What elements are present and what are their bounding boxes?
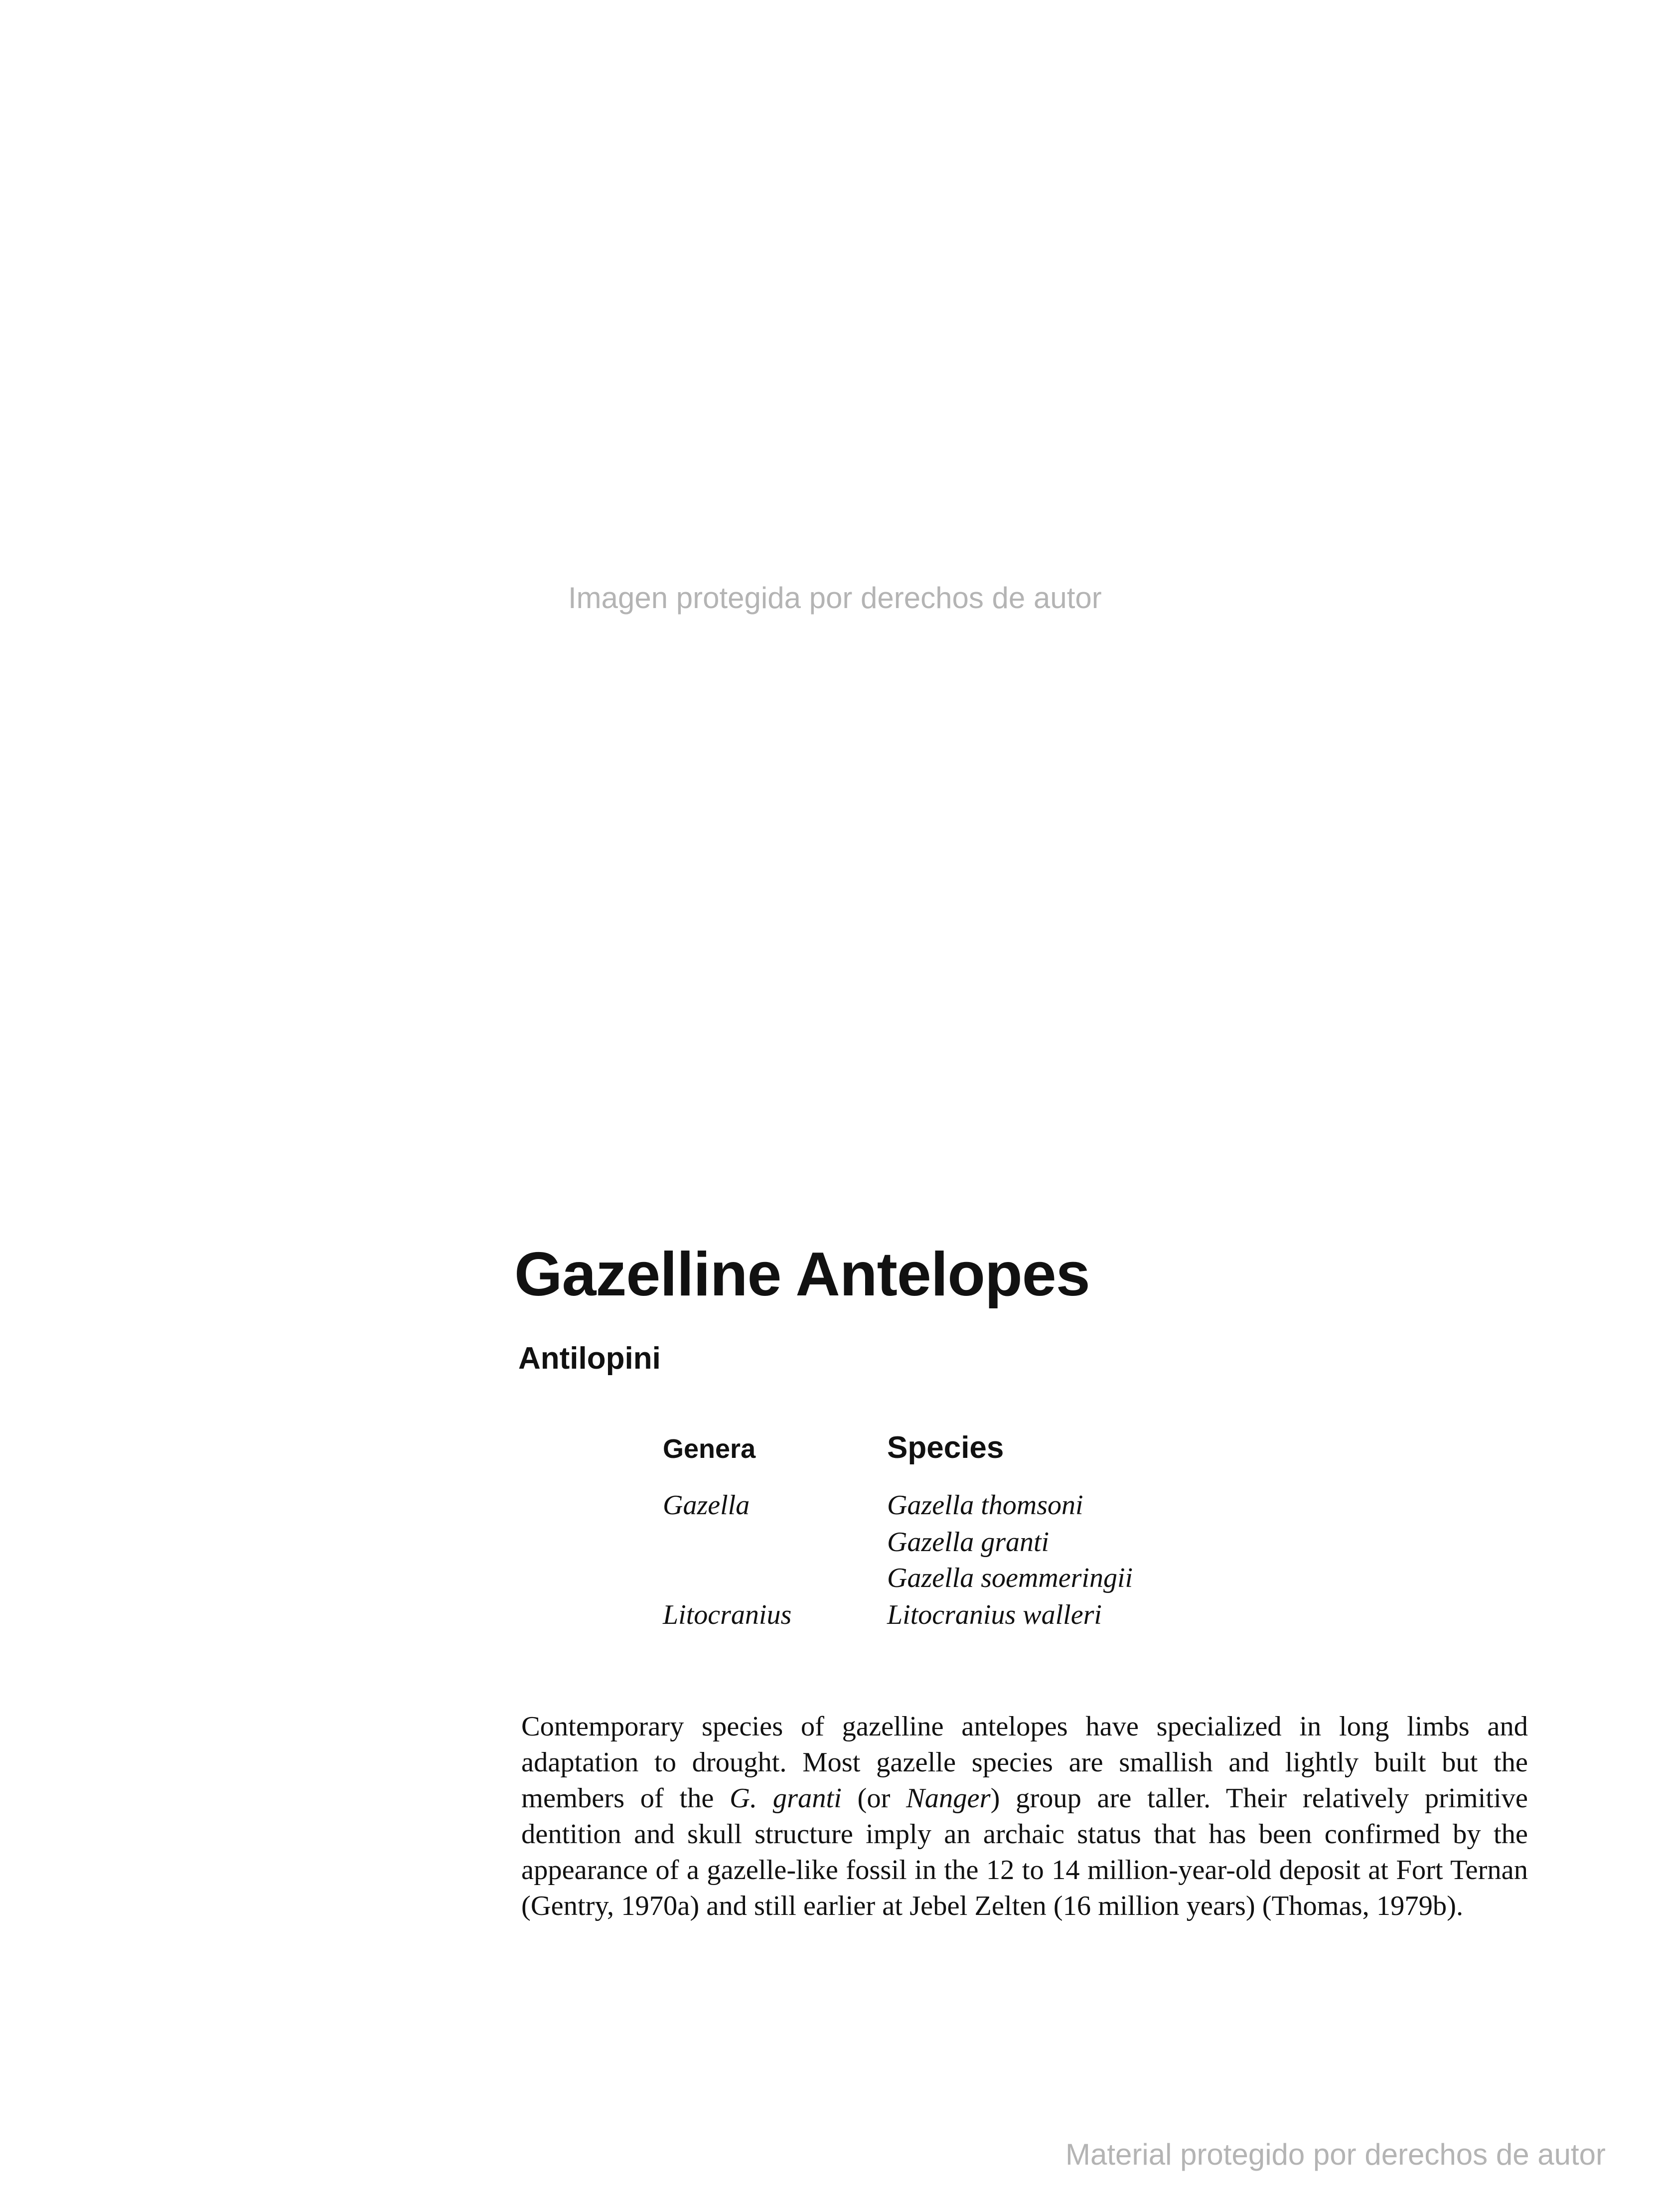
genera-header: Genera [663, 1434, 756, 1464]
species-gazella-granti: Gazella granti [887, 1527, 1050, 1558]
body-italic-nanger: Nanger [906, 1783, 991, 1814]
body-text-part-3: ) group are taller. Their relatively primitive dentition and skull structure imply an archaic status that has been confirmed by the appearance of a gazelle-like fossil in the 12 to 14 million-year-old deposit at Fort Ternan (Gentry, 1970a) and still earlier at Jebel Zelten (16 million years) (Thomas, 1979b). [521, 1783, 1528, 1921]
species-column [887, 1430, 1133, 1630]
species-header: Species [887, 1430, 1004, 1465]
chapter-title: Gazelline Antelopes [514, 1240, 1090, 1309]
species-litocranius-walleri: Litocranius walleri [887, 1599, 1102, 1630]
body-text-part-2: (or [841, 1783, 906, 1814]
species-gazella-soemmeringii: Gazella soemmeringii [887, 1563, 1133, 1593]
body-paragraph [521, 1709, 1528, 1924]
copyright-image-watermark: Imagen protegida por derechos de autor [568, 581, 1102, 615]
body-text-part-1: Contemporary species of gazelline antelopes have specialized in long limbs and adaptation to drought. Most gazelle species are smallish and lightly built but the members of the [521, 1711, 1528, 1814]
copyright-footer-watermark: Material protegido por derechos de autor [1065, 2138, 1606, 2171]
body-italic-g-granti: G. granti [730, 1783, 842, 1814]
tribe-subtitle: Antilopini [518, 1341, 661, 1376]
genus-litocranius: Litocranius [663, 1599, 792, 1630]
genus-gazella: Gazella [663, 1490, 750, 1521]
species-gazella-thomsoni: Gazella thomsoni [887, 1490, 1083, 1521]
genera-column [663, 1434, 792, 1630]
